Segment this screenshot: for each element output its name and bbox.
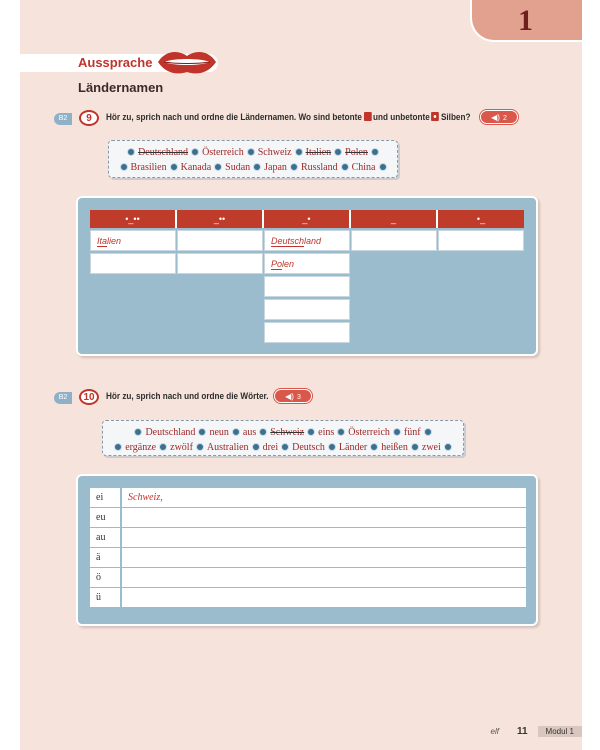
word-item: Österreich	[202, 147, 244, 158]
word-item: aus	[242, 427, 257, 438]
word-item: Österreich	[348, 427, 390, 438]
vowel-label: ei	[90, 488, 120, 507]
bullet-icon	[393, 428, 401, 436]
word-item: Sudan	[225, 162, 251, 173]
table-cell[interactable]	[177, 230, 263, 251]
bullet-icon	[341, 163, 349, 171]
table-cell[interactable]	[264, 299, 350, 320]
answer-line[interactable]: Schweiz,	[122, 488, 526, 507]
bullet-icon	[127, 148, 135, 156]
vowel-label: ü	[90, 588, 120, 607]
bullet-icon	[307, 428, 315, 436]
instruction-part-a: Hör zu, sprich nach und ordne die Ländernamen. Wo sind betonte	[106, 112, 362, 123]
level-badge: B2	[54, 113, 72, 125]
bullet-icon	[379, 163, 387, 171]
word-box	[102, 420, 464, 456]
audio-track-button[interactable]	[480, 110, 518, 124]
table-cell[interactable]	[90, 253, 176, 274]
word-item: drei	[262, 442, 279, 453]
vowel-label: ö	[90, 568, 120, 587]
module-label: Modul 1	[538, 726, 582, 737]
instruction-part-b: und unbetonte	[373, 112, 430, 123]
word-item: Brasilien	[130, 162, 167, 173]
stressed-syllable-icon	[364, 112, 372, 121]
answer-line[interactable]	[122, 548, 526, 567]
module-number: 1	[518, 4, 533, 37]
table-header: _••	[177, 210, 264, 228]
module-tab	[470, 0, 582, 42]
page-number: 11	[516, 725, 528, 737]
table-header: •_	[438, 210, 524, 228]
page-number-word: elf	[490, 726, 499, 736]
word-item: Russland	[300, 162, 338, 173]
word-row	[109, 425, 457, 440]
word-row	[115, 145, 391, 160]
audio-track-number: 3	[296, 394, 301, 401]
audio-track-number: 2	[502, 115, 507, 122]
word-item: Deutschland	[138, 147, 189, 158]
answer-line[interactable]	[122, 568, 526, 587]
table-cell[interactable]	[351, 230, 437, 251]
bullet-icon	[370, 443, 378, 451]
bullet-icon	[328, 443, 336, 451]
word-item: Länder	[338, 442, 368, 453]
table-cell[interactable]: Polen	[264, 253, 350, 274]
word-item: Schweiz	[257, 147, 292, 158]
textbook-page	[20, 0, 582, 750]
answer-panel	[76, 474, 538, 626]
bullet-icon	[196, 443, 204, 451]
bullet-icon	[424, 428, 432, 436]
table-header: _•	[264, 210, 351, 228]
word-item: Deutschland	[145, 427, 196, 438]
bullet-icon	[159, 443, 167, 451]
word-item: Polen	[345, 147, 368, 158]
bullet-icon	[191, 148, 199, 156]
level-badge: B2	[54, 392, 72, 404]
bullet-icon	[259, 428, 267, 436]
bullet-icon	[114, 443, 122, 451]
bullet-icon	[337, 428, 345, 436]
word-item: zwölf	[170, 442, 193, 453]
bullet-icon	[120, 163, 128, 171]
unstressed-syllable-icon	[431, 112, 439, 121]
audio-track-button[interactable]	[274, 389, 312, 403]
word-item: Australien	[206, 442, 249, 453]
page-footer	[491, 724, 583, 738]
bullet-icon	[444, 443, 452, 451]
exercise-instruction	[106, 112, 470, 123]
section-label: Aussprache	[78, 55, 153, 70]
speaker-icon: ◀)	[285, 392, 294, 401]
exercise-number: 9	[79, 110, 99, 126]
answer-line[interactable]	[122, 528, 526, 547]
bullet-icon	[253, 163, 261, 171]
word-item: ergänze	[125, 442, 157, 453]
word-item: Italien	[305, 147, 332, 158]
instruction-part-c: Silben?	[440, 112, 471, 123]
word-item: eins	[318, 427, 335, 438]
word-row	[109, 440, 457, 455]
table-header: •_••	[90, 210, 177, 228]
word-box	[108, 140, 398, 178]
page-subtitle: Ländernamen	[78, 80, 164, 95]
table-cell[interactable]: Deutschland	[264, 230, 350, 251]
lips-icon	[156, 48, 218, 76]
table-cell[interactable]: Italien	[90, 230, 176, 251]
vowel-label: ä	[90, 548, 120, 567]
speaker-icon: ◀)	[491, 113, 500, 122]
table-cell[interactable]	[264, 276, 350, 297]
exercise-instruction: Hör zu, sprich nach und ordne die Wörter.	[106, 391, 269, 402]
bullet-icon	[411, 443, 419, 451]
bullet-icon	[170, 163, 178, 171]
word-item: heißen	[381, 442, 408, 453]
answer-line[interactable]	[122, 508, 526, 527]
vowel-label: eu	[90, 508, 120, 527]
answer-panel	[76, 196, 538, 356]
bullet-icon	[252, 443, 260, 451]
bullet-icon	[334, 148, 342, 156]
bullet-icon	[281, 443, 289, 451]
word-item: China	[351, 162, 376, 173]
word-item: zwei	[421, 442, 441, 453]
bullet-icon	[371, 148, 379, 156]
bullet-icon	[198, 428, 206, 436]
bullet-icon	[232, 428, 240, 436]
word-row	[115, 160, 391, 175]
table-header: _	[351, 210, 438, 228]
word-item: Kanada	[180, 162, 212, 173]
table-cell[interactable]	[264, 322, 350, 343]
exercise-number: 10	[79, 389, 99, 405]
word-item: Deutsch	[292, 442, 325, 453]
word-item: Schweiz	[270, 427, 305, 438]
bullet-icon	[247, 148, 255, 156]
bullet-icon	[214, 163, 222, 171]
bullet-icon	[295, 148, 303, 156]
word-item: Japan	[264, 162, 287, 173]
word-item: neun	[209, 427, 229, 438]
word-item: fünf	[403, 427, 421, 438]
answer-line[interactable]	[122, 588, 526, 607]
bullet-icon	[290, 163, 298, 171]
vowel-label: au	[90, 528, 120, 547]
table-cell[interactable]	[438, 230, 524, 251]
table-cell[interactable]	[177, 253, 263, 274]
bullet-icon	[134, 428, 142, 436]
